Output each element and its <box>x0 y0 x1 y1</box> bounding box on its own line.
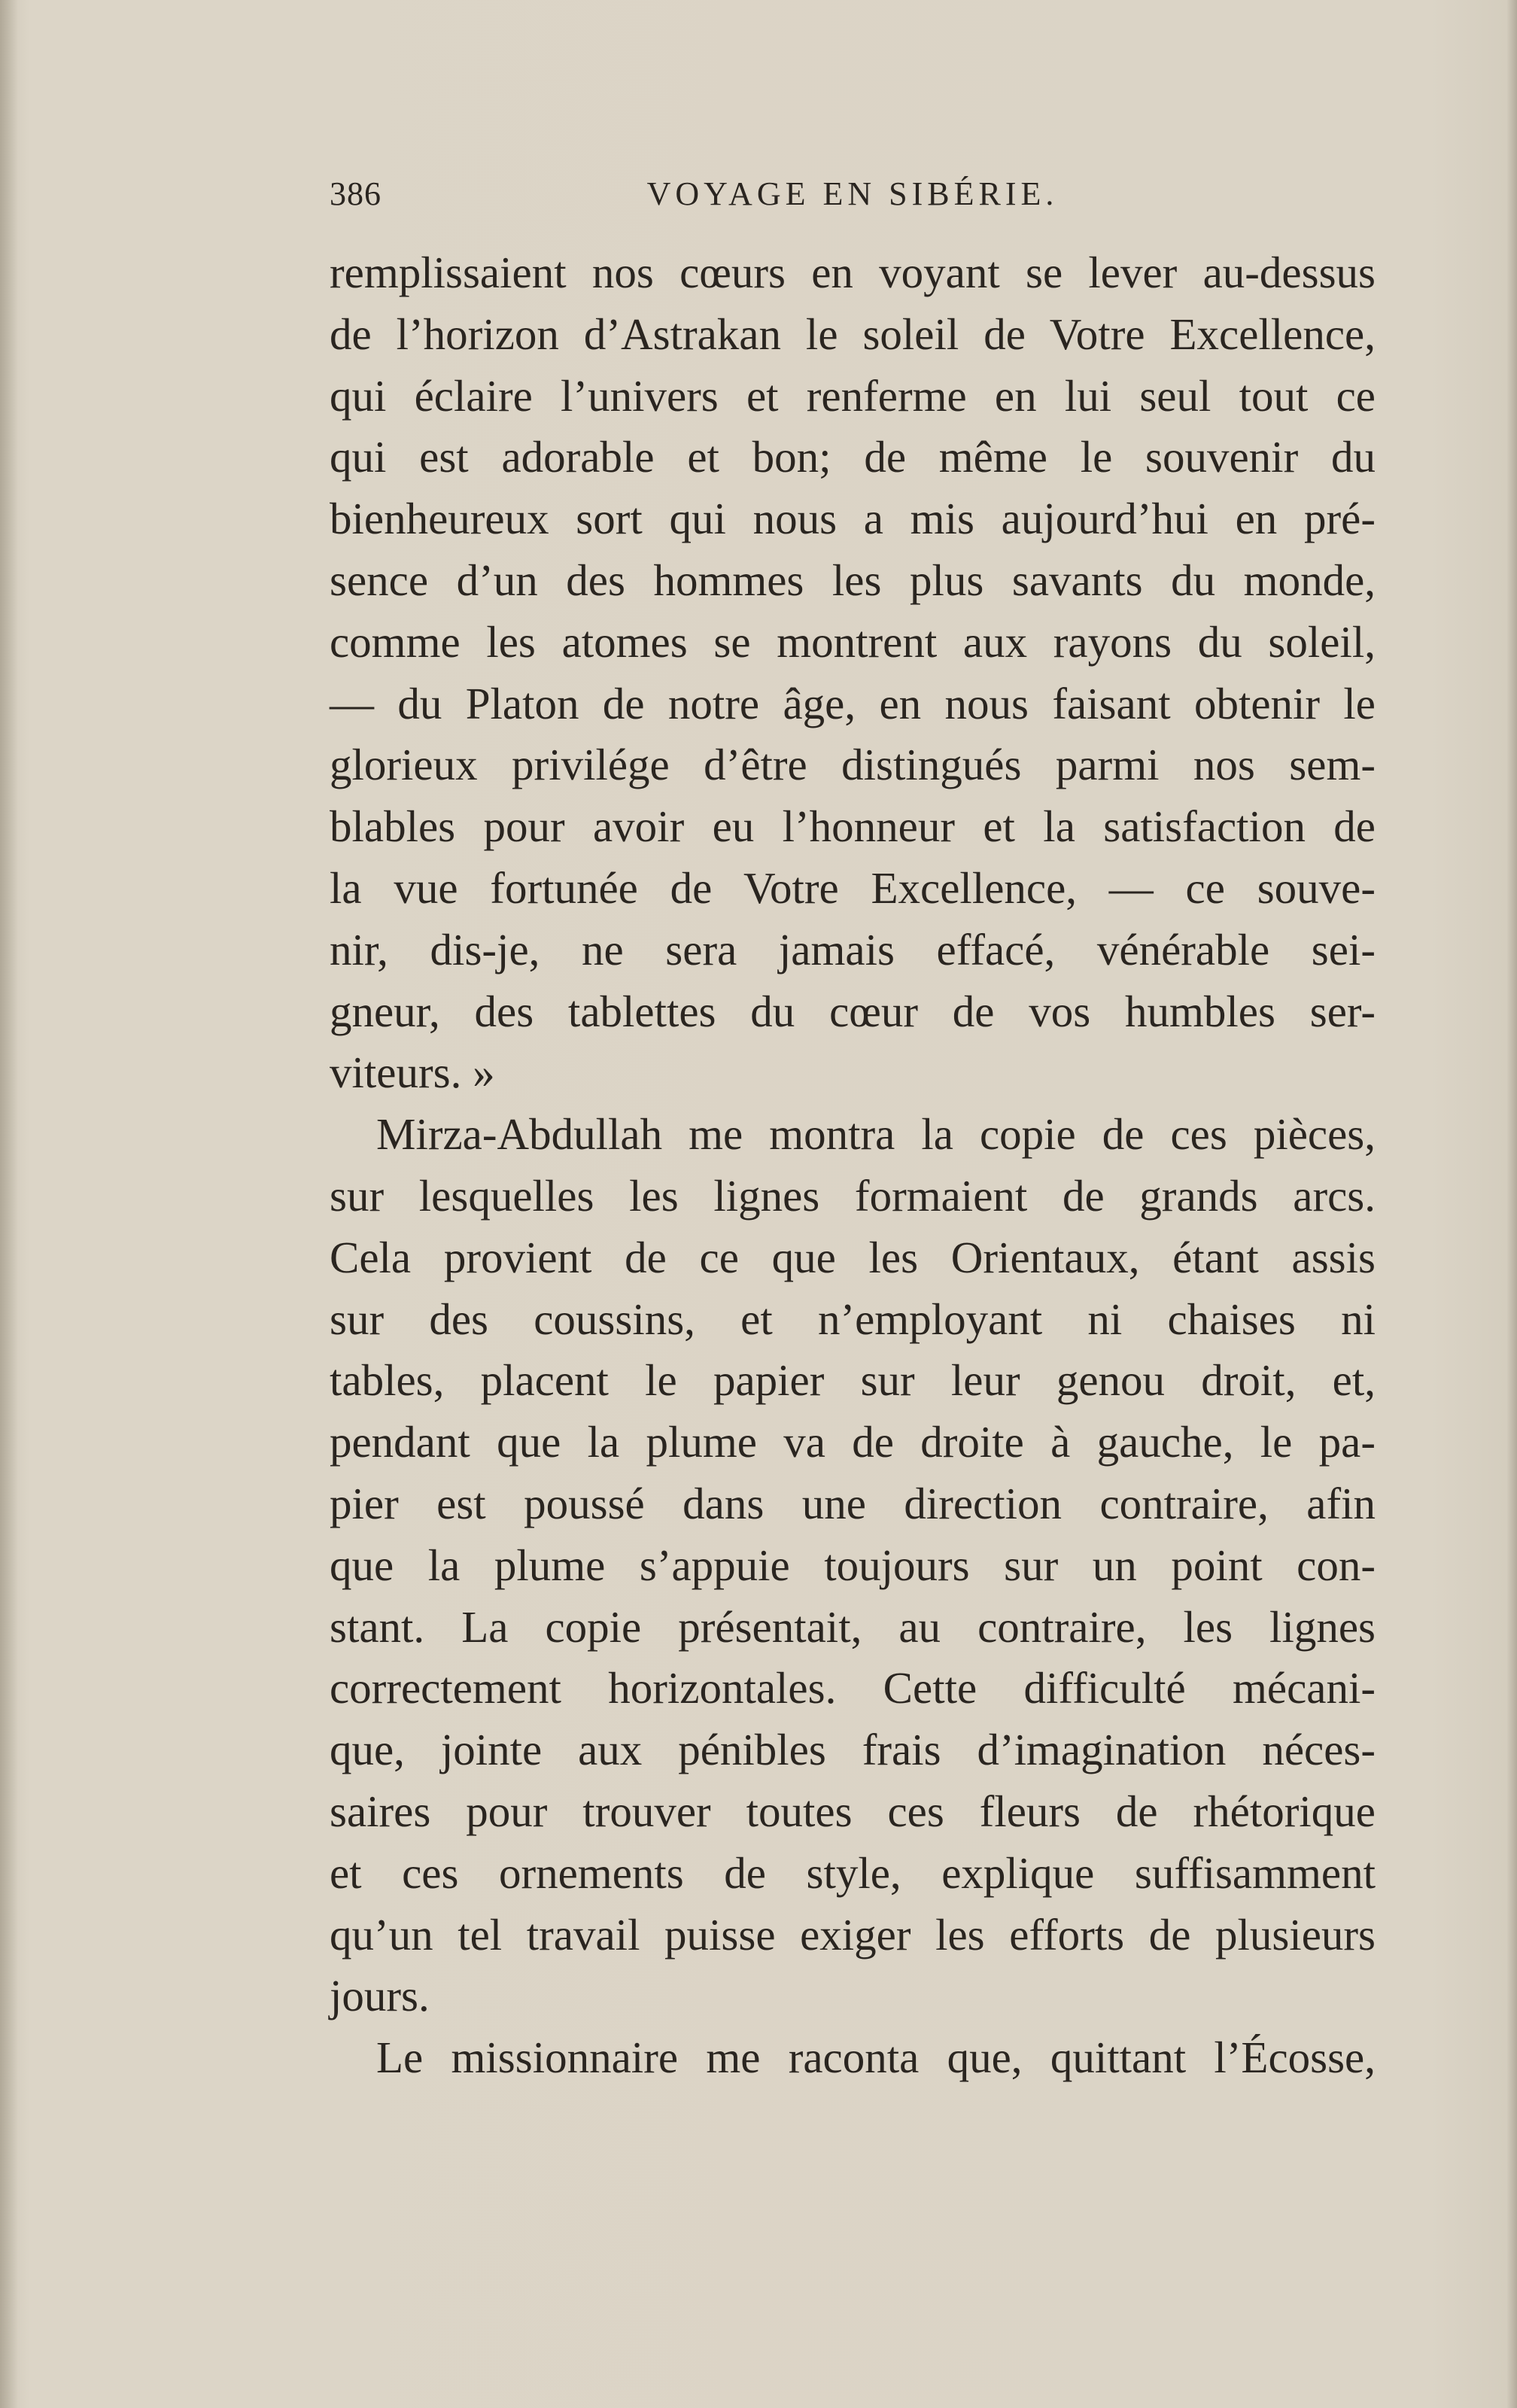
page-left-edge-shadow <box>0 0 18 2408</box>
text-line: que, jointe aux pénibles frais d’imagination néces- <box>330 1725 1376 1775</box>
text-line: bienheureux sort qui nous a mis aujourd’hui en pré- <box>330 494 1376 544</box>
text-line: gneur, des tablettes du cœur de vos humbles ser- <box>330 986 1376 1036</box>
text-line: sence d’un des hommes les plus savants du monde, <box>330 555 1376 605</box>
running-title: VOYAGE EN SIBÉRIE. <box>646 175 1059 212</box>
text-line: la vue fortunée de Votre Excellence, — ce souve- <box>330 862 1376 913</box>
text-line: comme les atomes se montrent aux rayons du soleil, <box>330 616 1376 667</box>
text-line: — du Platon de notre âge, en nous faisant obtenir le <box>330 678 1376 728</box>
text-line: glorieux privilége d’être distingués parmi nos sem- <box>330 740 1376 790</box>
text-line: Le missionnaire me raconta que, quittant l’Écosse, <box>376 2033 1376 2083</box>
text-line: que la plume s’appuie toujours sur un point con- <box>330 1540 1376 1590</box>
page-header <box>330 175 1376 227</box>
text-line: Cela provient de ce que les Orientaux, étant assis <box>330 1232 1376 1282</box>
text-line: sur des coussins, et n’employant ni chaises ni <box>330 1294 1376 1344</box>
text-line: de l’horizon d’Astrakan le soleil de Votre Excellence, <box>330 309 1376 359</box>
text-line: Mirza-Abdullah me montra la copie de ces pièces, <box>376 1109 1376 1160</box>
text-line: sur lesquelles les lignes formaient de grands arcs. <box>330 1170 1376 1221</box>
text-line: pendant que la plume va de droite à gauche, le pa- <box>330 1417 1376 1467</box>
text-line: et ces ornements de style, explique suffisamment <box>330 1847 1376 1898</box>
page-right-edge-shadow <box>1506 0 1517 2408</box>
text-line: correctement horizontales. Cette difficulté mécani- <box>330 1663 1376 1713</box>
text-line: saires pour trouver toutes ces fleurs de rhétorique <box>330 1786 1376 1836</box>
text-line: qu’un tel travail puisse exiger les efforts de plusieurs <box>330 1909 1376 1960</box>
page-number: 386 <box>330 175 382 212</box>
text-line: stant. La copie présentait, au contraire, les lignes <box>330 1601 1376 1652</box>
text-line: qui est adorable et bon; de même le souvenir du <box>330 432 1376 482</box>
text-line: jours. <box>330 1971 430 2021</box>
text-line: viteurs. » <box>330 1047 495 1098</box>
body-text <box>330 242 1376 2089</box>
text-line: tables, placent le papier sur leur genou droit, et, <box>330 1355 1376 1406</box>
text-line: remplissaient nos cœurs en voyant se lever au-dessus <box>330 248 1376 297</box>
text-line: blables pour avoir eu l’honneur et la satisfaction de <box>330 801 1376 852</box>
text-line: qui éclaire l’univers et renferme en lui seul tout ce <box>330 370 1376 421</box>
text-line: nir, dis-je, ne sera jamais effacé, vénérable sei- <box>330 924 1376 974</box>
text-line: pier est poussé dans une direction contraire, afin <box>330 1478 1376 1528</box>
